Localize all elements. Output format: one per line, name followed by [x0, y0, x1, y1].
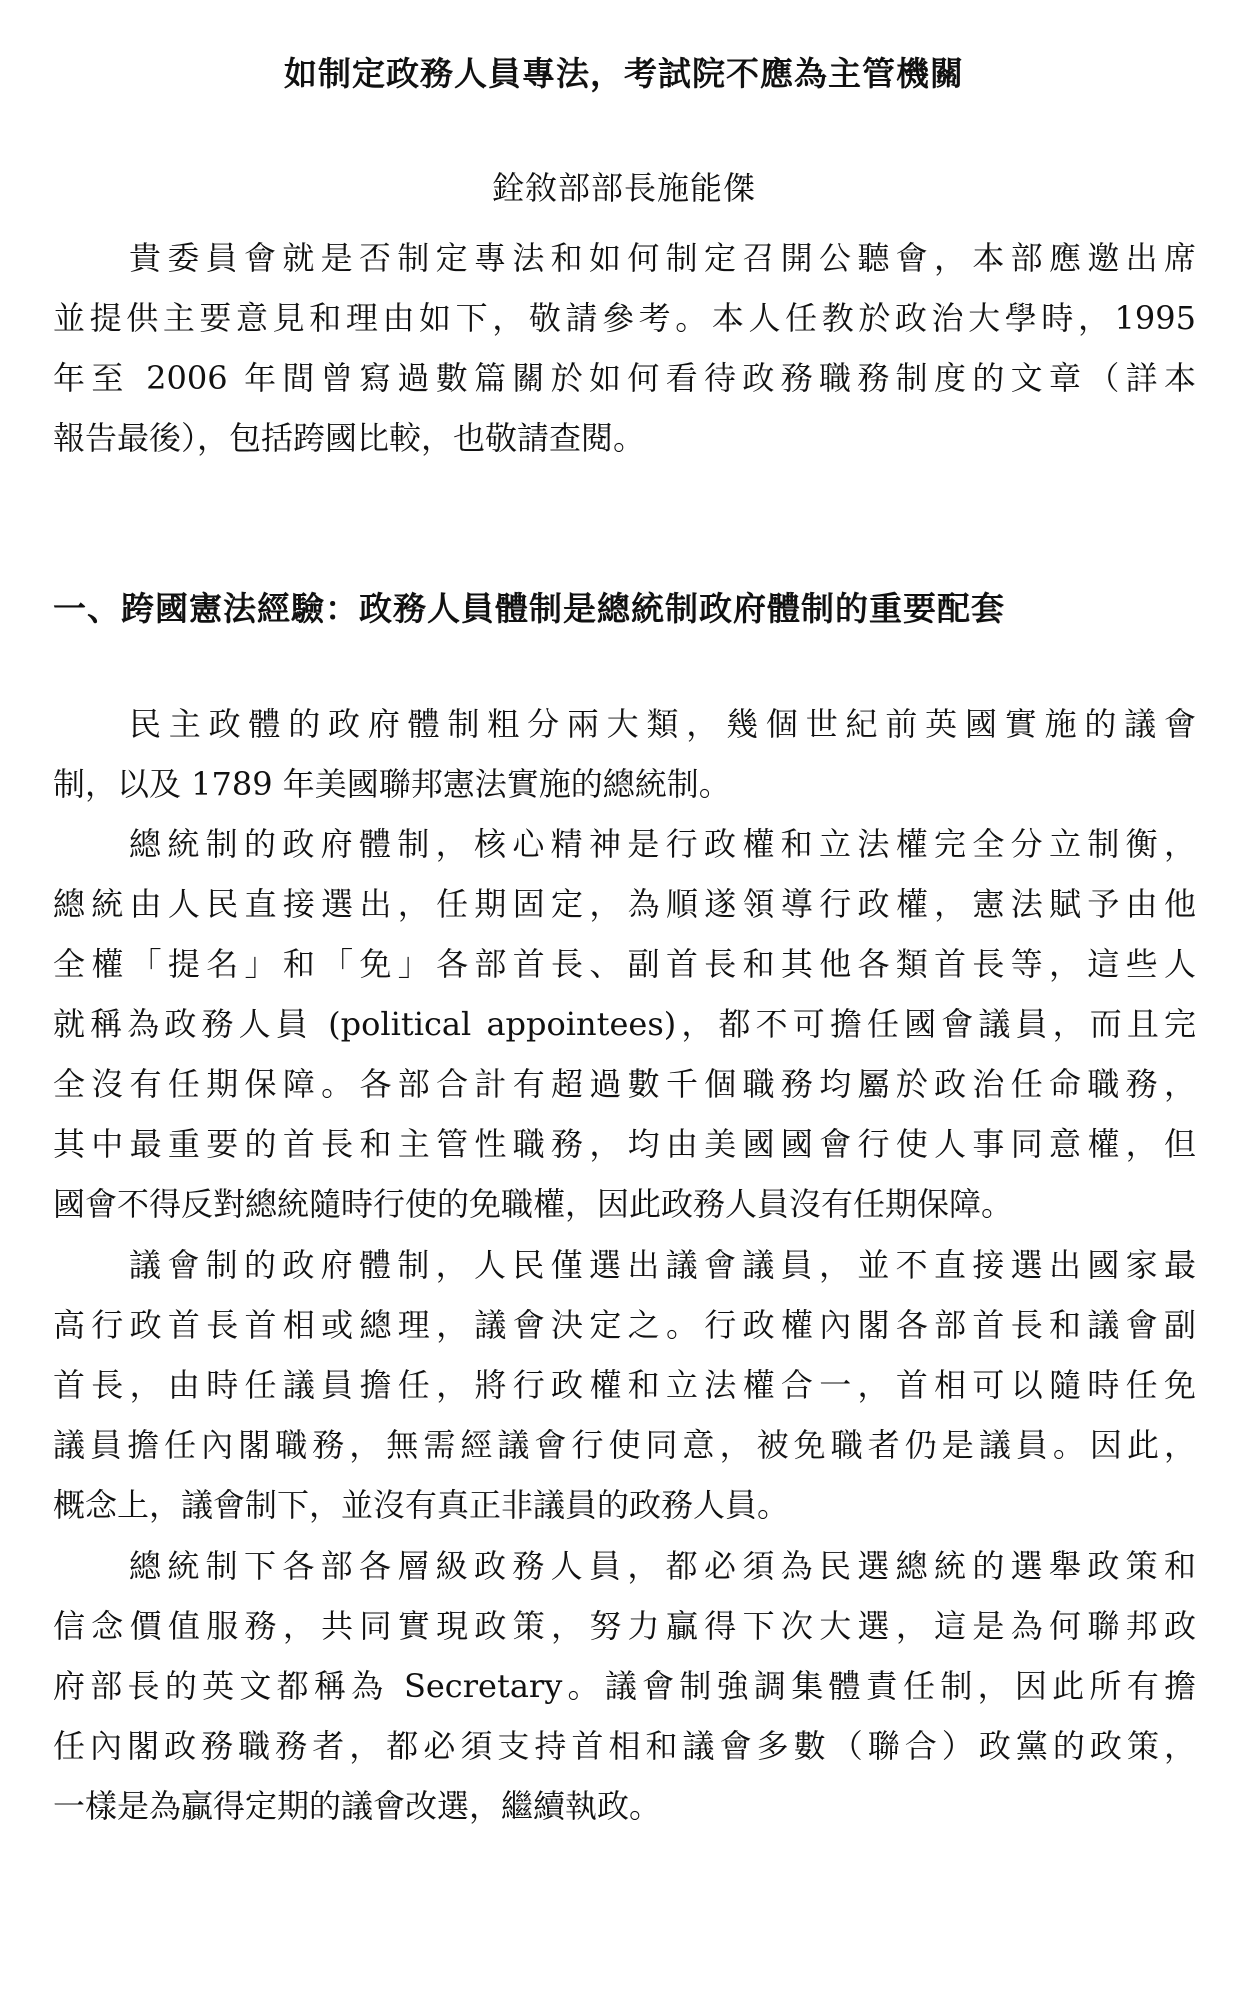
text-line: 任內閣政務職務者，都必須支持首相和議會多數（聯合）政黨的政策， [53, 1727, 1196, 1765]
intro-paragraph [53, 228, 1196, 468]
text-line: 貴委員會就是否制定專法和如何制定召開公聽會，本部應邀出席 [129, 239, 1196, 277]
text-line: 國會不得反對總統隨時行使的免職權，因此政務人員沒有任期保障。 [53, 1185, 1014, 1223]
body-paragraph [53, 814, 1196, 1234]
text-line: 議會制的政府體制，人民僅選出議會議員，並不直接選出國家最 [129, 1246, 1196, 1284]
text-line: 首長，由時任議員擔任，將行政權和立法權合一，首相可以隨時任免 [53, 1366, 1196, 1404]
text-line: 總統制的政府體制，核心精神是行政權和立法權完全分立制衡， [129, 825, 1196, 863]
text-line: 總統由人民直接選出，任期固定，為順遂領導行政權，憲法賦予由他 [53, 885, 1196, 923]
section-heading: 一、跨國憲法經驗：政務人員體制是總統制政府體制的重要配套 [53, 589, 1005, 628]
text-line: 全沒有任期保障。各部合計有超過數千個職務均屬於政治任命職務， [53, 1065, 1196, 1103]
text-line: 總統制下各部各層級政務人員，都必須為民選總統的選舉政策和 [129, 1547, 1196, 1585]
text-line: 其中最重要的首長和主管性職務，均由美國國會行使人事同意權，但 [53, 1125, 1196, 1163]
text-line: 府部長的英文都稱為 Secretary。議會制強調集體責任制，因此所有擔 [53, 1667, 1196, 1705]
text-line: 概念上，議會制下，並沒有真正非議員的政務人員。 [53, 1486, 790, 1524]
body-paragraph [53, 694, 1196, 814]
text-line: 議員擔任內閣職務，無需經議會行使同意，被免職者仍是議員。因此， [53, 1426, 1196, 1464]
text-line: 報告最後），包括跨國比較，也敬請查閱。 [53, 419, 646, 457]
text-line: 民主政體的政府體制粗分兩大類，幾個世紀前英國實施的議會 [129, 705, 1196, 743]
page-title: 如制定政務人員專法，考試院不應為主管機關 [284, 54, 964, 93]
text-line: 並提供主要意見和理由如下，敬請參考。本人任教於政治大學時，1995 [53, 299, 1196, 337]
text-line: 高行政首長首相或總理，議會決定之。行政權內閣各部首長和議會副 [53, 1306, 1196, 1344]
body-paragraph [53, 1536, 1196, 1836]
text-line: 一樣是為贏得定期的議會改選，繼續執政。 [53, 1787, 662, 1825]
text-line: 信念價值服務，共同實現政策，努力贏得下次大選，這是為何聯邦政 [53, 1607, 1196, 1645]
text-line: 就稱為政務人員 (political appointees)，都不可擔任國會議員，而且完 [53, 1005, 1196, 1043]
text-line: 年至 2006 年間曾寫過數篇關於如何看待政務職務制度的文章（詳本 [53, 359, 1196, 397]
text-line: 全權「提名」和「免」各部首長、副首長和其他各類首長等，這些人 [53, 945, 1196, 983]
text-line: 制，以及 1789 年美國聯邦憲法實施的總統制。 [53, 765, 731, 803]
author-line: 銓敘部部長施能傑 [491, 169, 756, 207]
body-paragraph [53, 1235, 1196, 1535]
